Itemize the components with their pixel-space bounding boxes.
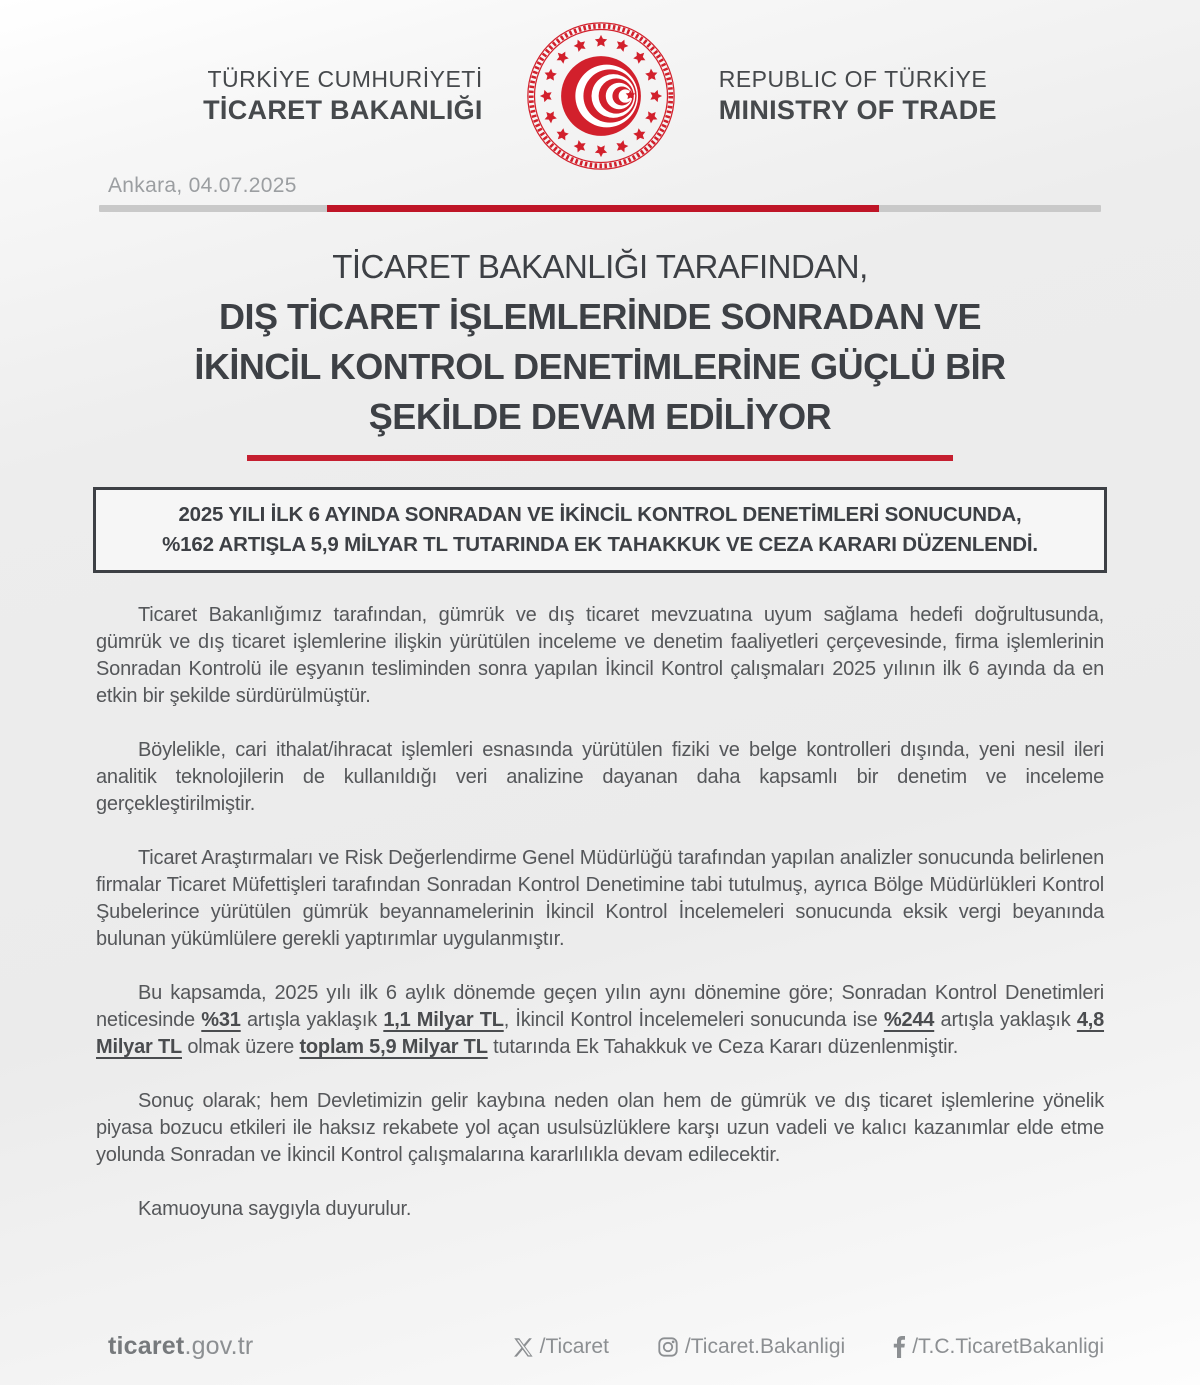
x-handle: /Ticaret [539,1334,609,1358]
paragraph-1: Ticaret Bakanlığımız tarafından, gümrük ve dış ticaret mevzuatına uyum sağlama hedefi doğrultusunda, gümrük ve dış ticaret işlemlerine ilişkin yürütülen inceleme ve denetim faaliyetleri çerçevesinde, firma işlemlerinin Sonradan Kontrolü ile eşyanın tesliminden sonra yapılan İkincil Kontrol çalışmaları 2025 yılının ilk 6 ayında da en etkin bir şekilde sürdürülmüştür. [96,604,1104,707]
title-line-1: TİCARET BAKANLIĞI TARAFINDAN, [332,248,868,285]
ministry-of-trade-logo [525,20,677,172]
dateline: Ankara, 04.07.2025 [108,174,297,197]
paragraph-signoff: Kamuoyuna saygıyla duyurulur. [138,1198,412,1220]
highlight-line-1: 2025 YILI İLK 6 AYINDA SONRADAN VE İKİNCİL KONTROL DENETİMLERİ SONUCUNDA, [178,503,1022,526]
p4-value-pct31: %31 [201,1009,241,1031]
facebook-handle: /T.C.TicaretBakanligi [912,1334,1104,1358]
title-line-2: DIŞ TİCARET İŞLEMLERİNDE SONRADAN VE [218,296,982,337]
paragraph-5: Sonuç olarak; hem Devletimizin gelir kaybına neden olan hem de gümrük ve dış ticaret işlemlerine yönelik piyasa bozucu etkileri ile haksız rekabete yol açan usulsüzlüklere karşı uzun vadeli ve kalıcı kazanımlar elde etme yolunda Sonradan ve İkincil Kontrol çalışmalarına kararlılıkla devam edilecektir. [96,1090,1104,1166]
ministry-name-turkish [203,66,483,126]
facebook-icon [893,1336,906,1358]
ministry-name-en-line2: MINISTRY OF TRADE [718,95,997,126]
social-links [512,1335,1104,1359]
social-link-x[interactable] [512,1335,609,1359]
ministry-name-tr-line2: TİCARET BAKANLIĞI [203,95,483,126]
p4-text-4: artışla yaklaşık [934,1009,1077,1031]
p4-text-5: olmak üzere [182,1036,300,1058]
ministry-emblem-icon [525,20,677,172]
p4-value-pct244: %244 [883,1009,935,1031]
header [0,0,1200,172]
ministry-name-tr-line1: TÜRKİYE CUMHURİYETİ [207,65,483,92]
title-line-3: İKİNCİL KONTROL DENETİMLERİNE GÜÇLÜ BİR [194,346,1006,387]
ministry-name-en-line1: REPUBLIC OF TÜRKİYE [718,65,988,92]
instagram-handle: /Ticaret.Bakanligi [684,1334,846,1358]
paragraph-2: Böylelikle, cari ithalat/ihracat işlemleri esnasında yürütülen fiziki ve belge kontrolleri dışında, yeni nesil ileri analitik teknolojilerin de kullanıldığı veri analizine dayanan daha kapsamlı bir denetim ve inceleme gerçekleştirilmiştir. [96,739,1104,815]
page-title [0,242,1200,442]
website-bold-part: ticaret [108,1332,185,1360]
divider-red-segment [327,205,878,212]
p4-text-2: artışla yaklaşık [240,1009,384,1031]
p4-value-4-8-milyar: 4,8 Milyar TL [96,1009,1105,1058]
paragraph-4 [96,980,1104,1061]
p4-text-3: , İkincil Kontrol İncelemeleri sonucunda ise [503,1009,884,1031]
p4-value-1-1-milyar: 1,1 Milyar TL [383,1009,504,1031]
p4-text-1: Bu kapsamda, 2025 yılı ilk 6 aylık dönemde geçen yılın aynı dönemine göre; Sonradan Kontrol Denetimleri neticesinde [96,982,1104,1031]
title-underline-rule [247,455,953,461]
p4-value-toplam-5-9-milyar: toplam 5,9 Milyar TL [299,1036,488,1058]
p4-text-6: tutarında Ek Tahakkuk ve Ceza Kararı düzenlenmiştir. [487,1036,959,1058]
social-link-instagram[interactable] [657,1335,845,1359]
highlight-line-2: %162 ARTIŞLA 5,9 MİLYAR TL TUTARINDA EK TAHAKKUK VE CEZA KARARI DÜZENLENDİ. [162,533,1038,556]
instagram-icon [657,1336,679,1358]
press-release-body [96,602,1104,1223]
website-link[interactable] [108,1332,253,1361]
ministry-name-english [719,66,997,126]
footer [108,1332,1104,1361]
x-twitter-icon [512,1336,534,1358]
summary-highlight-box [93,487,1107,573]
social-link-facebook[interactable] [893,1335,1104,1359]
divider-bar [99,205,1101,212]
paragraph-3: Ticaret Araştırmaları ve Risk Değerlendirme Genel Müdürlüğü tarafından yapılan analizler sonucunda belirlenen firmalar Ticaret Müfettişleri tarafından Sonradan Kontrol Denetimine tabi tutulmuş, ayrıca Bölge Müdürlükleri Kontrol Şubelerince yürütülen gümrük beyannamelerinin İkincil Kontrol İncelemeleri sonucunda eksik vergi beyanında bulunan yükümlülere gerekli yaptırımlar uygulanmıştır. [96,847,1104,950]
title-line-4: ŞEKİLDE DEVAM EDİLİYOR [368,396,832,437]
website-rest-part: .gov.tr [184,1332,254,1360]
